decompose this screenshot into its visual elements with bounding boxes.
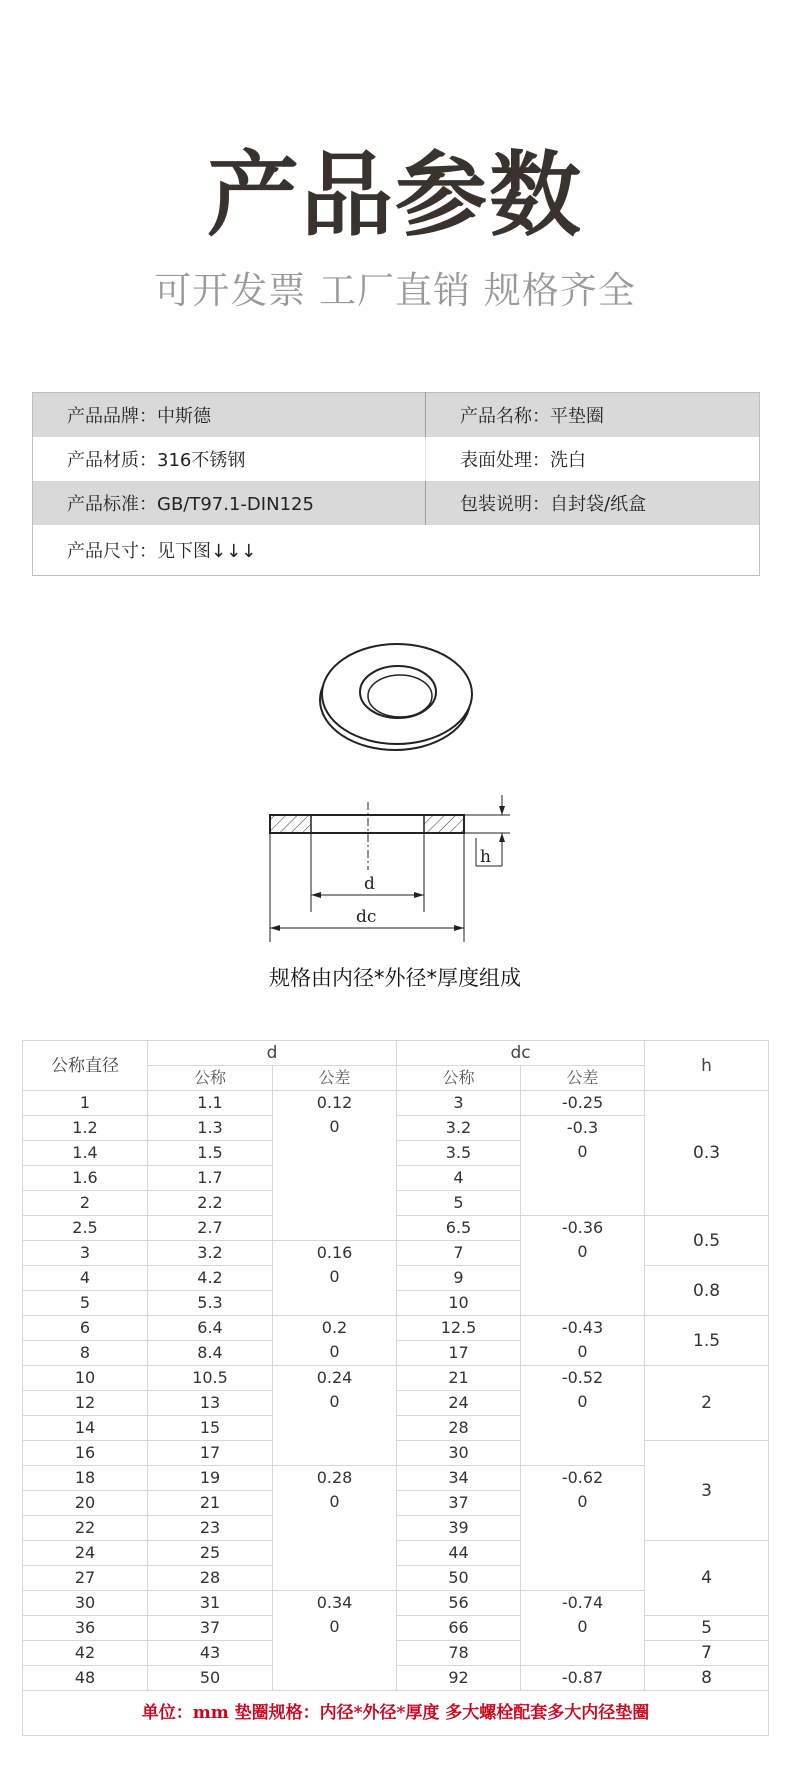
cell-nominal-diameter: 1.2: [23, 1116, 148, 1141]
tolerance-line: -0.36: [561, 1218, 604, 1237]
cell-d-nominal: 6.4: [148, 1316, 273, 1341]
header-d-tolerance: 公差: [273, 1066, 397, 1091]
cell-dc-nominal: 3.2: [397, 1116, 521, 1141]
info-row-size: [33, 525, 760, 576]
tolerance-line: -0.43: [561, 1318, 604, 1337]
info-cell-standard: [33, 481, 426, 525]
tolerance-line: 0: [577, 1242, 588, 1261]
cell-nominal-diameter: 8: [23, 1341, 148, 1366]
cell-nominal-diameter: 22: [23, 1516, 148, 1541]
cell-d-nominal: 15: [148, 1416, 273, 1441]
cell-d-nominal: 37: [148, 1616, 273, 1641]
cell-h: 1.5: [645, 1316, 769, 1366]
size-label: 产品尺寸：: [67, 541, 157, 562]
info-row-material-surface: [33, 437, 760, 481]
cell-nominal-diameter: 2.5: [23, 1216, 148, 1241]
cell-d-nominal: 13: [148, 1391, 273, 1416]
cell-d-nominal: 1.7: [148, 1166, 273, 1191]
tolerance-line: 0.24: [316, 1368, 353, 1387]
cell-dc-nominal: 12.5: [397, 1316, 521, 1341]
package-value: 自封袋/纸盒: [550, 494, 647, 515]
table-row: [23, 1316, 769, 1341]
tolerance-line: 0: [577, 1617, 588, 1636]
cell-d-nominal: 3.2: [148, 1241, 273, 1266]
cell-dc-nominal: 17: [397, 1341, 521, 1366]
cell-nominal-diameter: 1.6: [23, 1166, 148, 1191]
cell-d-tolerance: [273, 1091, 397, 1241]
tolerance-line: -0.3: [566, 1118, 599, 1137]
cell-dc-tolerance: [521, 1091, 645, 1116]
cell-dc-nominal: 21: [397, 1366, 521, 1391]
cell-nominal-diameter: 42: [23, 1641, 148, 1666]
tolerance-line: 0: [577, 1342, 588, 1361]
brand-value: 中斯德: [157, 406, 211, 427]
tolerance-line: 0.12: [316, 1093, 353, 1112]
info-cell-surface: [426, 437, 760, 481]
info-cell-package: [426, 481, 760, 525]
tolerance-line: 0: [577, 1142, 588, 1161]
cell-h: 0.3: [645, 1091, 769, 1216]
cell-dc-nominal: 50: [397, 1566, 521, 1591]
size-value: 见下图↓↓↓: [157, 541, 257, 562]
washer-diagram: [240, 612, 560, 942]
brand-label: 产品品牌：: [67, 406, 157, 427]
cell-d-nominal: 23: [148, 1516, 273, 1541]
cell-d-nominal: 28: [148, 1566, 273, 1591]
product-info-table: [32, 392, 760, 576]
cell-dc-nominal: 4: [397, 1166, 521, 1191]
tolerance-line: 0: [577, 1392, 588, 1411]
cell-d-nominal: 43: [148, 1641, 273, 1666]
tolerance-line: 0.16: [316, 1243, 353, 1262]
cell-d-nominal: 31: [148, 1591, 273, 1616]
cell-dc-nominal: 56: [397, 1591, 521, 1616]
tolerance-line: 0.2: [321, 1318, 348, 1337]
page-subtitle: 可开发票 工厂直销 规格齐全: [154, 269, 636, 312]
cell-dc-tolerance: [521, 1466, 645, 1591]
header-d-nominal: 公称: [148, 1066, 273, 1091]
product-name-label: 产品名称：: [460, 406, 550, 427]
header-d: d: [148, 1041, 397, 1066]
cell-dc-tolerance: [521, 1666, 645, 1691]
cell-d-tolerance: [273, 1366, 397, 1466]
tolerance-line: 0.28: [316, 1468, 353, 1487]
cell-d-nominal: 19: [148, 1466, 273, 1491]
product-name-value: 平垫圈: [550, 406, 604, 427]
surface-label: 表面处理：: [460, 450, 550, 471]
tolerance-line: -0.62: [561, 1468, 604, 1487]
cell-dc-nominal: 39: [397, 1516, 521, 1541]
cell-nominal-diameter: 2: [23, 1191, 148, 1216]
cell-nominal-diameter: 14: [23, 1416, 148, 1441]
cell-dc-nominal: 37: [397, 1491, 521, 1516]
cell-dc-nominal: 66: [397, 1616, 521, 1641]
cell-d-nominal: 4.2: [148, 1266, 273, 1291]
cell-d-nominal: 1.5: [148, 1141, 273, 1166]
tolerance-line: 0: [329, 1267, 340, 1286]
cell-nominal-diameter: 24: [23, 1541, 148, 1566]
cell-d-nominal: 5.3: [148, 1291, 273, 1316]
diagram-label-dc: dc: [356, 907, 377, 927]
tolerance-line: 0: [577, 1492, 588, 1511]
header-dc: dc: [397, 1041, 645, 1066]
diagram-caption: 规格由内径*外径*厚度组成: [269, 966, 521, 990]
package-label: 包装说明：: [460, 494, 550, 515]
info-cell-product-name: [426, 393, 760, 438]
cell-h: 7: [645, 1641, 769, 1666]
cell-dc-nominal: 7: [397, 1241, 521, 1266]
cell-dc-nominal: 10: [397, 1291, 521, 1316]
cell-dc-tolerance: [521, 1216, 645, 1316]
cell-h: 3: [645, 1441, 769, 1541]
tolerance-line: -0.25: [561, 1093, 604, 1112]
header-h: h: [645, 1041, 769, 1091]
cell-d-tolerance: [273, 1316, 397, 1366]
cell-dc-tolerance: [521, 1316, 645, 1366]
washer-section-icon: [270, 795, 510, 942]
cell-dc-nominal: 3.5: [397, 1141, 521, 1166]
diagram-label-h: h: [480, 847, 491, 867]
cell-dc-tolerance: [521, 1116, 645, 1216]
cell-nominal-diameter: 16: [23, 1441, 148, 1466]
tolerance-line: 0: [329, 1117, 340, 1136]
cell-dc-nominal: 34: [397, 1466, 521, 1491]
cell-h: 2: [645, 1366, 769, 1441]
cell-nominal-diameter: 18: [23, 1466, 148, 1491]
table-row: [23, 1091, 769, 1116]
table-row: [23, 1366, 769, 1391]
cell-d-nominal: 1.1: [148, 1091, 273, 1116]
header-dc-tolerance: 公差: [521, 1066, 645, 1091]
page-title: 产品参数: [206, 142, 583, 249]
cell-d-tolerance: [273, 1466, 397, 1591]
cell-d-nominal: 8.4: [148, 1341, 273, 1366]
cell-nominal-diameter: 36: [23, 1616, 148, 1641]
cell-nominal-diameter: 4: [23, 1266, 148, 1291]
tolerance-line: 0: [329, 1342, 340, 1361]
standard-value: GB/T97.1-DIN125: [157, 494, 314, 515]
cell-nominal-diameter: 5: [23, 1291, 148, 1316]
tolerance-line: 0: [329, 1392, 340, 1411]
cell-dc-tolerance: [521, 1366, 645, 1466]
standard-label: 产品标准：: [67, 494, 157, 515]
header-dc-nominal: 公称: [397, 1066, 521, 1091]
tolerance-line: 0: [329, 1617, 340, 1636]
spec-header-row: [23, 1041, 769, 1066]
cell-d-nominal: 1.3: [148, 1116, 273, 1141]
cell-d-nominal: 50: [148, 1666, 273, 1691]
cell-dc-nominal: 24: [397, 1391, 521, 1416]
cell-dc-nominal: 28: [397, 1416, 521, 1441]
cell-h: 4: [645, 1541, 769, 1616]
cell-dc-nominal: 3: [397, 1091, 521, 1116]
cell-dc-nominal: 5: [397, 1191, 521, 1216]
cell-nominal-diameter: 30: [23, 1591, 148, 1616]
cell-dc-nominal: 44: [397, 1541, 521, 1566]
info-cell-brand: [33, 393, 426, 438]
cell-dc-nominal: 30: [397, 1441, 521, 1466]
cell-d-nominal: 25: [148, 1541, 273, 1566]
info-cell-size: [33, 525, 760, 576]
washer-isometric-icon: [320, 644, 472, 750]
tolerance-line: -0.74: [561, 1593, 604, 1612]
material-value: 316不锈钢: [157, 450, 246, 471]
cell-h: 8: [645, 1666, 769, 1691]
cell-nominal-diameter: 1: [23, 1091, 148, 1116]
cell-dc-nominal: 92: [397, 1666, 521, 1691]
diagram-label-d: d: [364, 874, 375, 894]
cell-d-nominal: 10.5: [148, 1366, 273, 1391]
cell-nominal-diameter: 1.4: [23, 1141, 148, 1166]
cell-d-nominal: 17: [148, 1441, 273, 1466]
tolerance-line: 0: [329, 1492, 340, 1511]
cell-h: 0.8: [645, 1266, 769, 1316]
cell-nominal-diameter: 48: [23, 1666, 148, 1691]
spec-table-body: [23, 1091, 769, 1691]
cell-d-nominal: 21: [148, 1491, 273, 1516]
header-nominal-diameter: 公称直径: [23, 1041, 148, 1091]
cell-d-tolerance: [273, 1591, 397, 1691]
surface-value: 洗白: [550, 450, 586, 471]
tolerance-line: 0.34: [316, 1593, 353, 1612]
cell-h: 5: [645, 1616, 769, 1641]
cell-nominal-diameter: 27: [23, 1566, 148, 1591]
cell-nominal-diameter: 3: [23, 1241, 148, 1266]
cell-h: 0.5: [645, 1216, 769, 1266]
cell-nominal-diameter: 6: [23, 1316, 148, 1341]
spec-footer-row: [23, 1691, 769, 1736]
tolerance-line: -0.87: [561, 1668, 604, 1687]
cell-nominal-diameter: 10: [23, 1366, 148, 1391]
cell-dc-nominal: 9: [397, 1266, 521, 1291]
cell-d-tolerance: [273, 1241, 397, 1316]
info-row-standard-package: [33, 481, 760, 525]
cell-dc-nominal: 78: [397, 1641, 521, 1666]
spec-table: [22, 1040, 769, 1736]
spec-footer-note: 单位：mm 垫圈规格：内径*外径*厚度 多大螺栓配套多大内径垫圈: [23, 1691, 769, 1736]
info-cell-material: [33, 437, 426, 481]
cell-dc-nominal: 6.5: [397, 1216, 521, 1241]
cell-nominal-diameter: 20: [23, 1491, 148, 1516]
info-row-brand-name: [33, 393, 760, 438]
cell-nominal-diameter: 12: [23, 1391, 148, 1416]
cell-d-nominal: 2.7: [148, 1216, 273, 1241]
cell-dc-tolerance: [521, 1591, 645, 1666]
cell-d-nominal: 2.2: [148, 1191, 273, 1216]
material-label: 产品材质：: [67, 450, 157, 471]
tolerance-line: -0.52: [561, 1368, 604, 1387]
